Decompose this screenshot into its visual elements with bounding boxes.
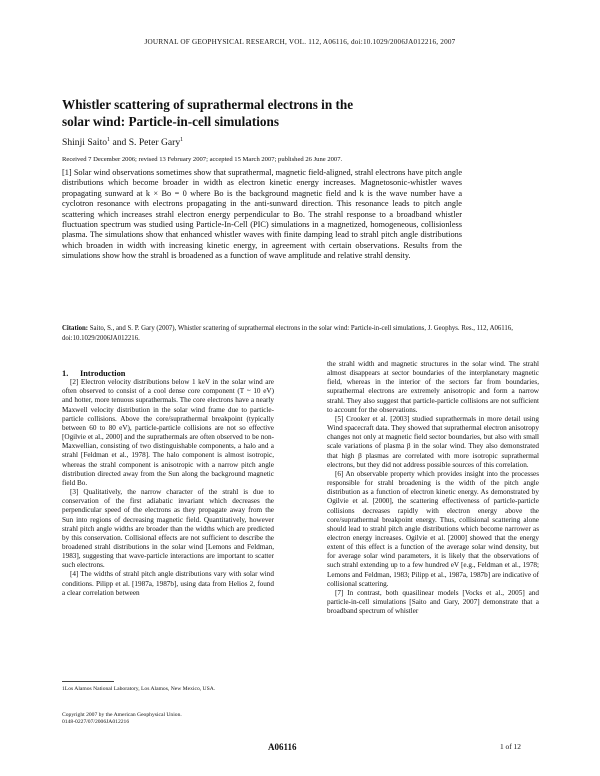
page-number: 1 of 12	[500, 742, 521, 751]
section-title: Introduction	[80, 369, 126, 378]
abstract: [1] Solar wind observations sometimes show that suprathermal, magnetic field-aligned, strahl electrons have pitch angle distributions which become broader in width as electron kinetic energy increases. Magnetosonic-whistler waves propagating sunward at k × Bo = 0 where Bo is the background magnetic field and k is the wave number have a cyclotron resonance with electrons propagating in the anti-sunward direction. This resonance leads to pitch angle scattering which increases strahl electron energy perpendicular to Bo. The strahl response to a broadband whistler fluctuation spectrum was studied using Particle-In-Cell (PIC) simulations in a magnetized, homogeneous, collisionless plasma. The simulations show that enhanced whistler waves with finite damping lead to strahl pitch angle distributions which broaden in width with increasing kinetic energy, in agreement with certain observations. Results from the simulations show how the strahl is broadened as a function of wave amplitude and relative strahl density.	[62, 168, 462, 261]
paragraph: [5] Crooker et al. [2003] studied suprathermals in more detail using Wind spacecraft data. They showed that suprathermal electron anisotropy changes not only at magnetic field sector boundaries, but also with small scale variations of plasma β in the solar wind. They also demonstrated that high β plasmas are correlated with more isotropic suprathermal electrons, but they did not address possible sources of this correlation.	[327, 414, 539, 469]
issn-line: 0148-0227/07/2006JA012216	[62, 719, 130, 725]
paragraph: the strahl width and magnetic structures in the solar wind. The strahl almost disappears at sector boundaries of the interplanetary magnetic field, whereas in the interior of the sectors far from boundaries, suprathermal electrons are extremely anisotropic and form a narrow strahl. They also suggest that particle-particle collisions are not sufficient to account for the observations.	[327, 360, 539, 414]
citation	[62, 324, 538, 344]
section-heading	[62, 369, 274, 378]
affiliation-footnote: 1Los Alamos National Laboratory, Los Alamos, New Mexico, USA.	[62, 686, 216, 692]
section-number: 1.	[62, 369, 69, 378]
author-2: and S. Peter Gary	[110, 137, 181, 149]
title-line-1: Whistler scattering of suprathermal electrons in the	[62, 97, 354, 112]
received-dates: Received 7 December 2006; revised 13 February 2007; accepted 15 March 2007; published 26 June 2007.	[62, 156, 343, 163]
citation-text: Saito, S., and S. P. Gary (2007), Whistler scattering of suprathermal electrons in the solar wind: Particle-in-cell simulations, J. Geophys. Res., 112, A06116, doi:10.1029/2006JA012216.	[62, 325, 513, 342]
journal-header: JOURNAL OF GEOPHYSICAL RESEARCH, VOL. 112, A06116, doi:10.1029/2006JA012216, 2007	[144, 38, 456, 46]
paragraph: [4] The widths of strahl pitch angle distributions vary with solar wind conditions. Pilipp et al. [1987a, 1987b], using data from Helios 2, found a clear correlation between	[62, 570, 274, 597]
author-1: Shinji Saito	[62, 137, 108, 149]
author-1-affiliation-mark: 1	[107, 137, 111, 143]
copyright-line: Copyright 2007 by the American Geophysical Union.	[62, 712, 182, 718]
paragraph: [7] In contrast, both quasilinear models [Vocks et al., 2005] and particle-in-cell simulations [Saito and Gary, 2007] demonstrate that a broadband spectrum of whistler	[327, 588, 539, 616]
paragraph: [3] Qualitatively, the narrow character of the strahl is due to conservation of the first adiabatic invariant which decreases the perpendicular speed of the electrons as they propagate away from the Sun into regions of decreasing magnetic field. Quantitatively, however strahl pitch angle widths are broader than the widths which are predicted by this conservation. Collisional effects are not sufficient to describe the broadened strahl distributions in the solar wind [Lemons and Feldman, 1983], suggesting that wave-particle interactions are important to scatter such electrons.	[62, 488, 274, 570]
author-2-affiliation-mark: 1	[180, 137, 184, 143]
title-line-2: solar wind: Particle-in-cell simulations	[62, 114, 279, 129]
citation-label: Citation:	[62, 325, 89, 332]
right-column	[327, 360, 539, 616]
left-column	[62, 369, 274, 598]
footnote-rule	[62, 681, 114, 682]
article-id: A06116	[268, 742, 297, 752]
paper-title	[62, 96, 542, 130]
paragraph: [6] An observable property which provides insight into the processes responsible for strahl broadening is the width of the pitch angle distribution as a function of electron kinetic energy. As demonstrated by Ogilvie et al. [2000], the scattering effectiveness of particle-particle collisions decreases rapidly with electron energy above the core/suprathermal breakpoint energy. Thus, collisional scattering alone should lead to strahl pitch angle distributions which become narrower as electron energy increases. Ogilvie et al. [2000] showed that the energy extent of this effect is a function of the average solar wind density, but for average solar wind parameters, it is likely that the observations of such strahl extending up to a few hundred eV [e.g., Feldman et al., 1978; Lemons and Feldman, 1983; Pilipp et al., 1987a, 1987b] are indicative of collisional scattering.	[327, 469, 539, 588]
copyright	[62, 712, 182, 726]
authors	[62, 137, 183, 148]
paragraph: [2] Electron velocity distributions below 1 keV in the solar wind are often observed to consist of a cool dense core component (T ~ 10 eV) and hotter, more tenuous suprathermals. The core electrons have a nearly Maxwell velocity distribution in the solar wind frame due to particle-particle collisions. Above the core/suprathermal breakpoint (typically between 60 to 80 eV), particle-particle collisions are not so effective [Ogilvie et al., 2000] and the suprathermals are often observed to be non-Maxwellian, consisting of two distinguishable components, a halo and a strahl [Feldman et al., 1978]. The halo component is almost isotropic, whereas the strahl component is anisotropic with a narrow pitch angle distribution directed away from the Sun along the background magnetic field Bo.	[62, 378, 274, 487]
